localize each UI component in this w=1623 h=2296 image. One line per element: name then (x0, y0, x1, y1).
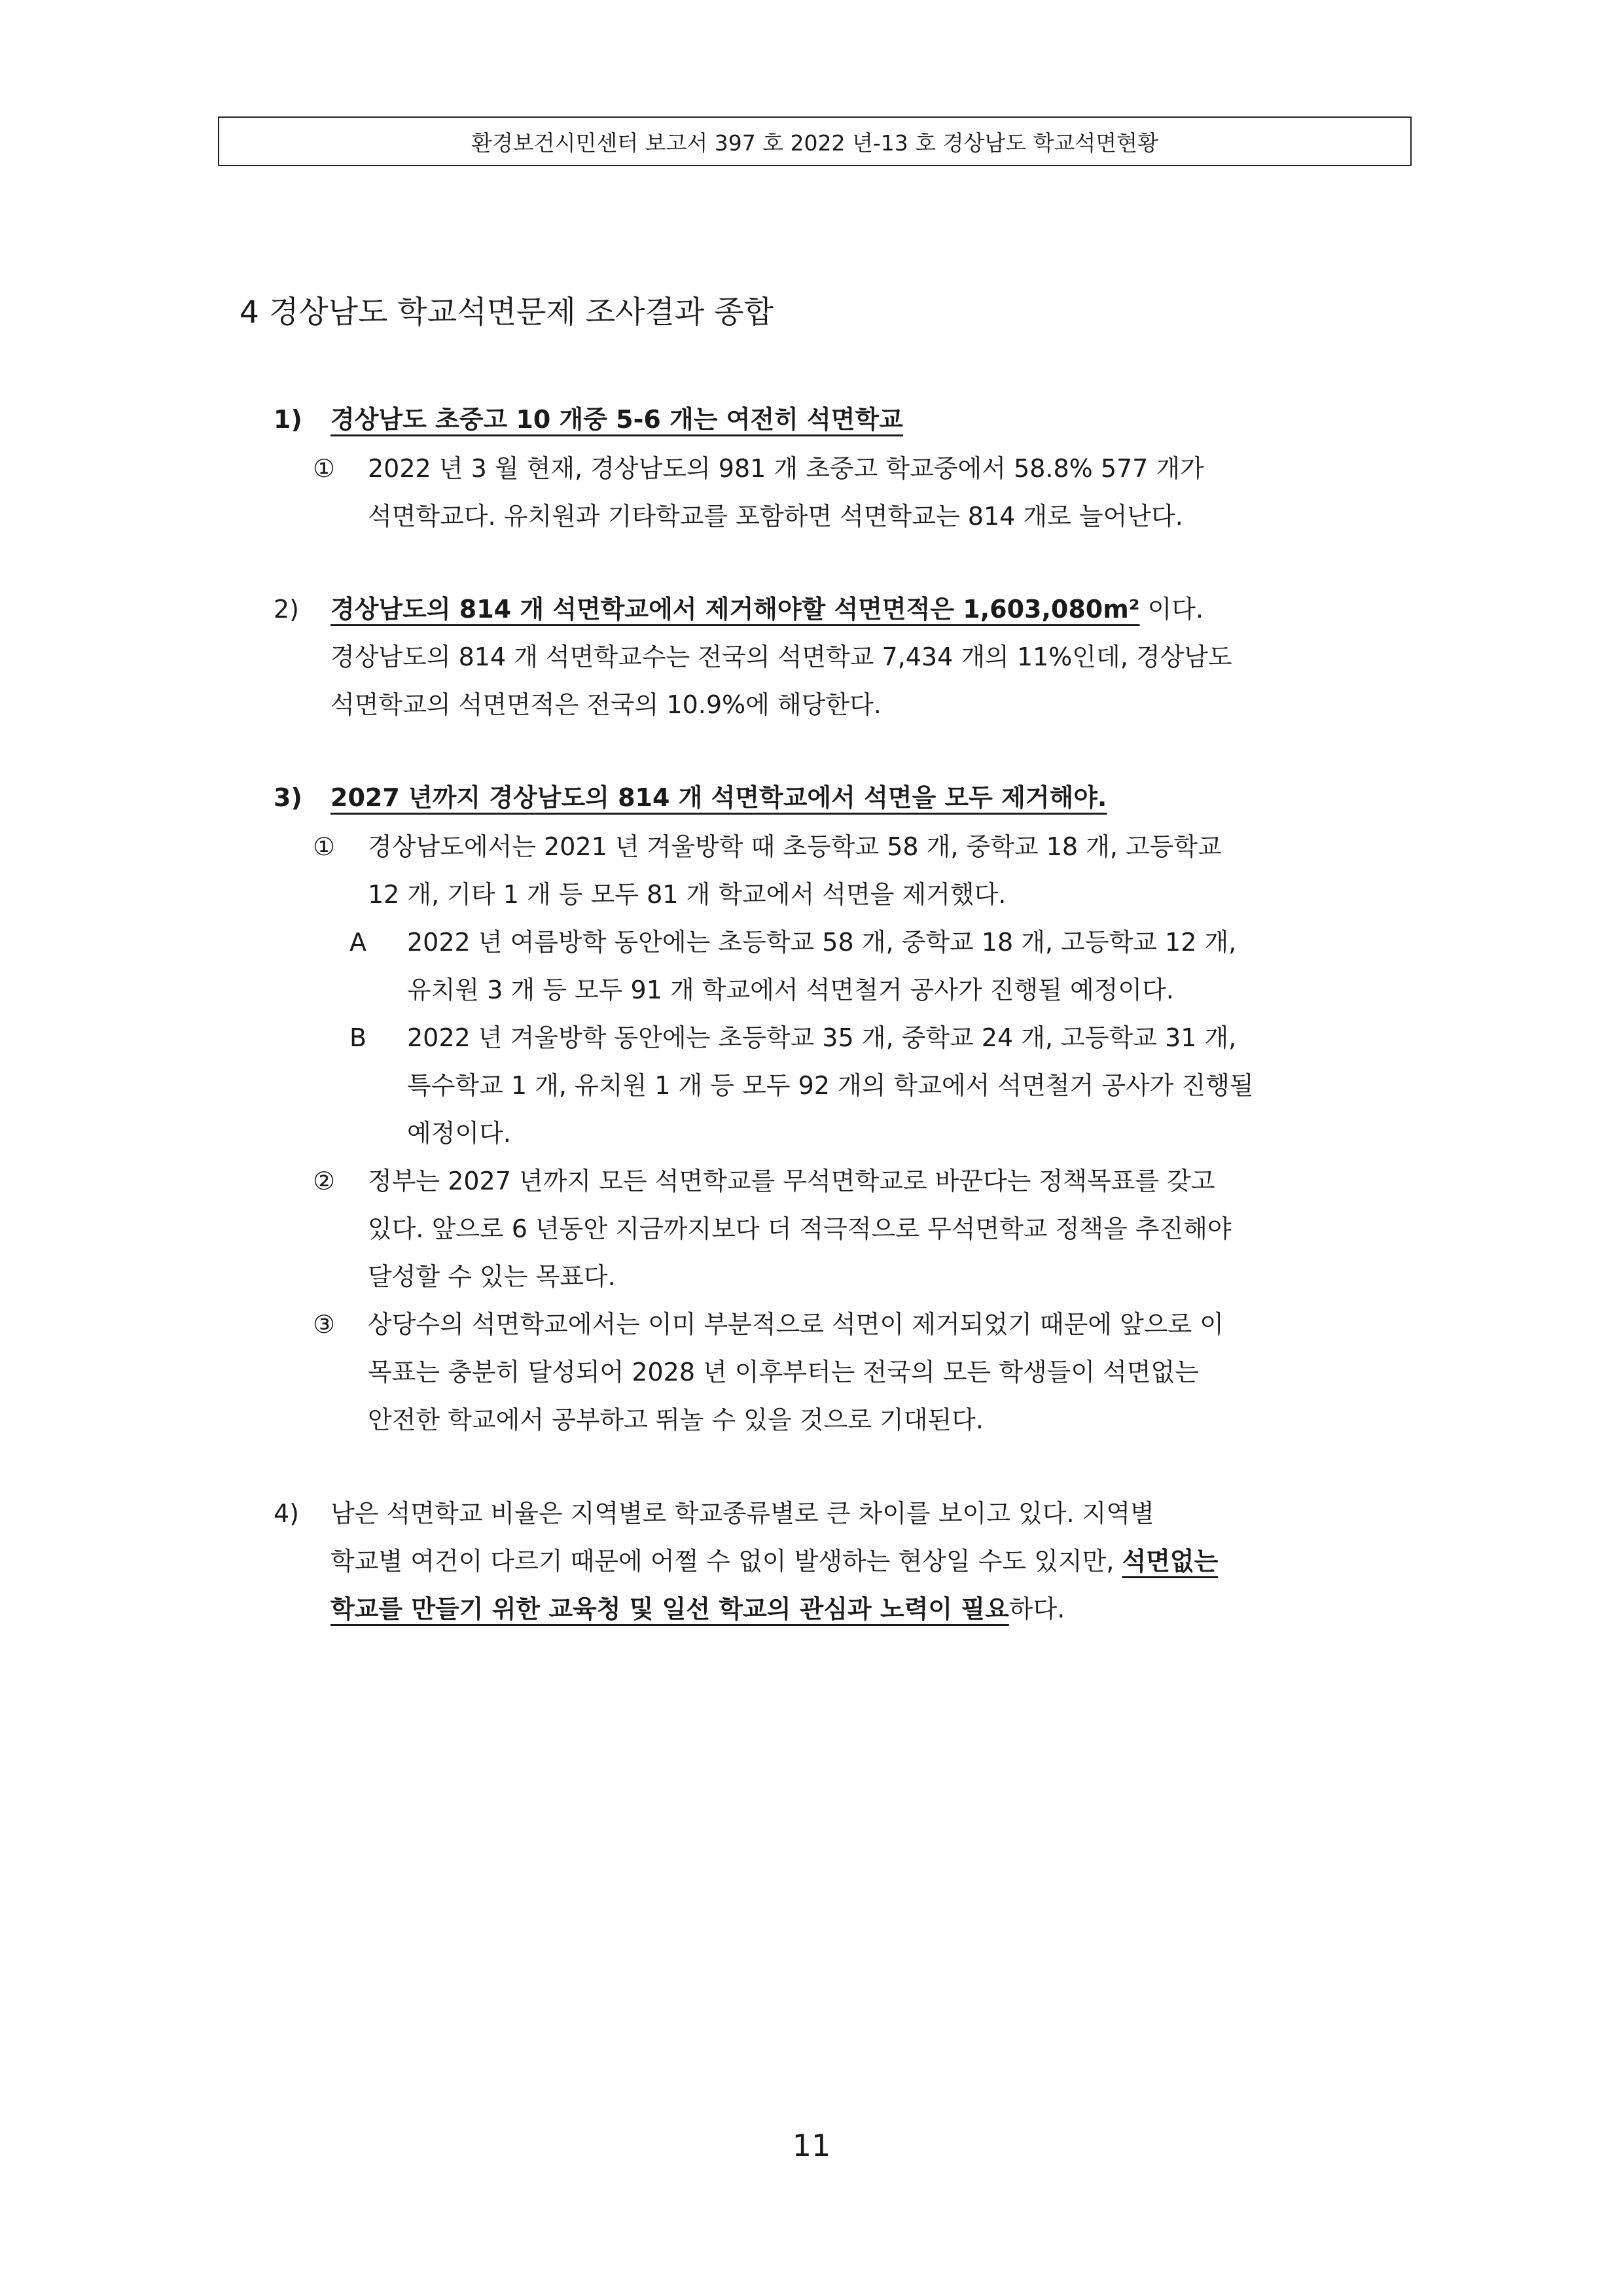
s3-sub-b-line-1: 2022 년 겨울방학 동안에는 초등학교 35 개, 중학교 24 개, 고등학교 31 개, (407, 1023, 1237, 1052)
s4-line-1: 남은 석면학교 비율은 지역별로 학교종류별로 큰 차이를 보이고 있다. 지역별 (330, 1499, 1154, 1528)
s3-item2-line-2: 있다. 앞으로 6 년동안 지금까지보다 더 적극적으로 무석면학교 정책을 추진해야 (368, 1214, 1232, 1243)
section-title: 4 경상남도 학교석면문제 조사결과 종합 (240, 294, 774, 330)
s3-marker-3: ③ (313, 1310, 336, 1339)
report-header-text: 환경보건시민센터 보고서 397 호 2022 년-13 호 경상남도 학교석면현황 (471, 130, 1158, 156)
s2-heading: 경상남도의 814 개 석면학교에서 제거해야할 석면면적은 1,603,080m² (330, 595, 1140, 624)
s1-line-2: 석면학교다. 유치원과 기타학교를 포함하면 석면학교는 814 개로 늘어난다. (368, 502, 1183, 531)
s3-marker-2: ② (313, 1167, 336, 1195)
s2-number: 2) (274, 595, 300, 624)
s2-heading-line (330, 597, 1204, 622)
s3-sub-a-line-2: 유치원 3 개 등 모두 91 개 학교에서 석면철거 공사가 진행될 예정이다. (407, 976, 1174, 1004)
s3-sub-b-line-2: 특수학교 1 개, 유치원 1 개 등 모두 92 개의 학교에서 석면철거 공사가 진행될 (407, 1071, 1254, 1100)
s1-line-1: 2022 년 3 월 현재, 경상남도의 981 개 초중고 학교중에서 58.8% 577 개가 (368, 454, 1204, 483)
s2-line-2: 석면학교의 석면면적은 전국의 10.9%에 해당한다. (330, 690, 882, 719)
s2-heading-tail: 이다. (1139, 595, 1204, 624)
s4-line-2-emphasis: 석면없는 (1122, 1547, 1219, 1576)
s1-marker-1: ① (313, 454, 336, 483)
s4-line-3 (330, 1597, 1065, 1621)
s3-marker-1: ① (313, 832, 336, 861)
s1-heading: 경상남도 초중고 10 개중 5-6 개는 여전히 석면학교 (330, 405, 903, 434)
s3-heading: 2027 년까지 경상남도의 814 개 석면학교에서 석면을 모두 제거해야. (330, 783, 1107, 812)
s3-item2-line-1: 정부는 2027 년까지 모든 석면학교를 무석면학교로 바꾼다는 정책목표를 갖고 (368, 1167, 1215, 1195)
s4-line-2-plain: 학교별 여건이 다르기 때문에 어쩔 수 없이 발생하는 현상일 수도 있지만, (330, 1547, 1122, 1576)
s3-item3-line-3: 안전한 학교에서 공부하고 뛰놀 수 있을 것으로 기대된다. (368, 1405, 984, 1434)
s3-item3-line-1: 상당수의 석면학교에서는 이미 부분적으로 석면이 제거되었기 때문에 앞으로 이 (368, 1310, 1224, 1339)
s3-item2-line-3: 달성할 수 있는 목표다. (368, 1262, 616, 1291)
s3-marker-b: B (349, 1023, 367, 1052)
s3-number: 3) (274, 783, 302, 812)
s3-marker-a: A (349, 928, 366, 957)
s3-sub-a-line-1: 2022 년 여름방학 동안에는 초등학교 58 개, 중학교 18 개, 고등학교 12 개, (407, 928, 1237, 957)
s4-line-3-tail: 하다. (1008, 1595, 1065, 1623)
s4-line-3-emphasis: 학교를 만들기 위한 교육청 및 일선 학교의 관심과 노력이 필요 (330, 1595, 1009, 1623)
s2-line-1: 경상남도의 814 개 석면학교수는 전국의 석면학교 7,434 개의 11%인데, 경상남도 (330, 643, 1232, 671)
s3-item3-line-2: 목표는 충분히 달성되어 2028 년 이후부터는 전국의 모든 학생들이 석면없는 (368, 1358, 1199, 1386)
s4-number: 4) (274, 1499, 300, 1528)
s3-item1-line-1: 경상남도에서는 2021 년 겨울방학 때 초등학교 58 개, 중학교 18 개, 고등학교 (368, 832, 1222, 861)
s3-sub-b-line-3: 예정이다. (407, 1119, 511, 1148)
s1-number: 1) (274, 405, 302, 434)
page-number: 11 (792, 2128, 831, 2163)
report-header (218, 116, 1412, 166)
s3-item1-line-2: 12 개, 기타 1 개 등 모두 81 개 학교에서 석면을 제거했다. (368, 880, 1007, 909)
s4-line-2 (330, 1549, 1218, 1574)
